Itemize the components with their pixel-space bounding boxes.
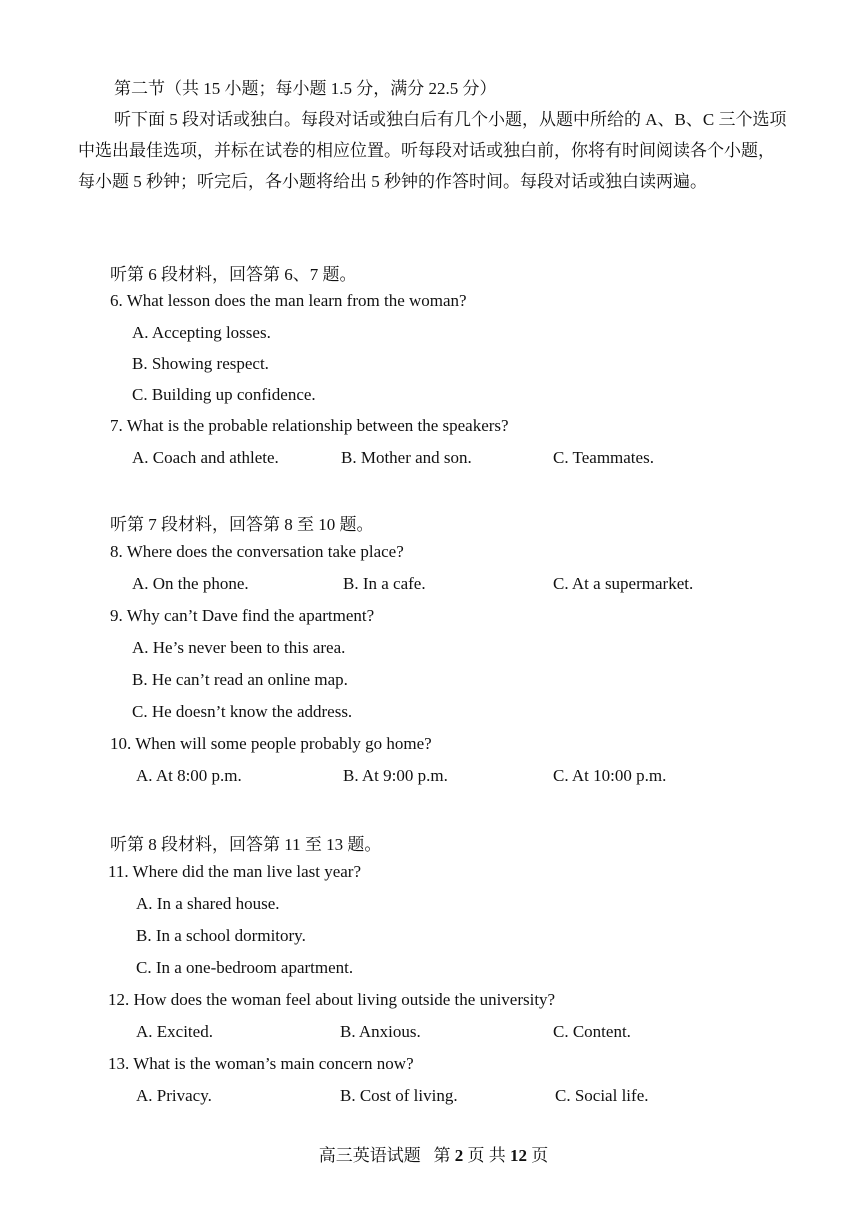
option-c: C. Social life. <box>555 1086 649 1105</box>
footer-subject: 高三英语试题 <box>318 1146 421 1165</box>
footer-page-prefix: 第 <box>433 1146 451 1165</box>
option-b: B. Mother and son. <box>341 448 472 467</box>
option-a: A. Privacy. <box>136 1086 212 1105</box>
question-stem: 8. Where does the conversation take place? <box>110 542 404 561</box>
option-a: A. Accepting losses. <box>132 323 271 342</box>
option-b: B. In a cafe. <box>343 574 426 593</box>
footer-page-mid: 页 共 <box>467 1146 506 1165</box>
option-a: A. In a shared house. <box>136 894 280 913</box>
question-stem: 9. Why can’t Dave find the apartment? <box>110 606 375 625</box>
question-stem: 10. When will some people probably go home? <box>110 734 432 753</box>
option-b: B. At 9:00 p.m. <box>343 766 448 785</box>
option-b: B. In a school dormitory. <box>136 926 306 945</box>
section-title: 第二节（共 15 小题；每小题 1.5 分，满分 22.5 分） <box>114 79 497 98</box>
footer-page-current: 2 <box>454 1146 464 1165</box>
option-c: C. Content. <box>553 1022 631 1041</box>
question-stem: 6. What lesson does the man learn from the woman? <box>110 291 467 310</box>
option-c: C. In a one-bedroom apartment. <box>136 958 354 977</box>
option-a: A. At 8:00 p.m. <box>136 766 242 785</box>
group-heading: 听第 6 段材料，回答第 6、7 题。 <box>110 265 357 284</box>
group-heading: 听第 8 段材料，回答第 11 至 13 题。 <box>110 835 382 854</box>
option-b: B. Showing respect. <box>132 354 269 373</box>
question-stem: 13. What is the woman’s main concern now? <box>108 1054 414 1073</box>
option-b: B. Anxious. <box>340 1022 421 1041</box>
option-a: A. Excited. <box>136 1022 213 1041</box>
option-c: C. At a supermarket. <box>553 574 694 593</box>
footer-page-suffix: 页 <box>531 1146 549 1165</box>
question-stem: 11. Where did the man live last year? <box>108 862 362 881</box>
option-c: C. At 10:00 p.m. <box>553 766 667 785</box>
section-instructions: 听下面 5 段对话或独白。每段对话或独白后有几个小题，从题中所给的 A、B、C 三个选项中选出最佳选项，并标在试卷的相应位置。听每段对话或独白前，你将有时间阅读各个小题，每小题 5 秒钟；听完后，各小题将给出 5 秒钟的作答时间。每段对话或独白读两遍。 <box>78 110 787 191</box>
option-c: C. Teammates. <box>553 448 654 467</box>
page-footer <box>0 1141 867 1166</box>
question-stem: 7. What is the probable relationship between the speakers? <box>110 416 509 435</box>
option-b: B. He can’t read an online map. <box>132 670 348 689</box>
option-b: B. Cost of living. <box>340 1086 458 1105</box>
question-stem: 12. How does the woman feel about living outside the university? <box>108 990 556 1009</box>
option-a: A. He’s never been to this area. <box>132 638 346 657</box>
option-c: C. He doesn’t know the address. <box>132 702 353 721</box>
footer-page-total: 12 <box>510 1146 527 1165</box>
option-c: C. Building up confidence. <box>132 385 316 404</box>
option-a: A. Coach and athlete. <box>132 448 279 467</box>
option-a: A. On the phone. <box>132 574 249 593</box>
group-heading: 听第 7 段材料，回答第 8 至 10 题。 <box>110 515 374 534</box>
